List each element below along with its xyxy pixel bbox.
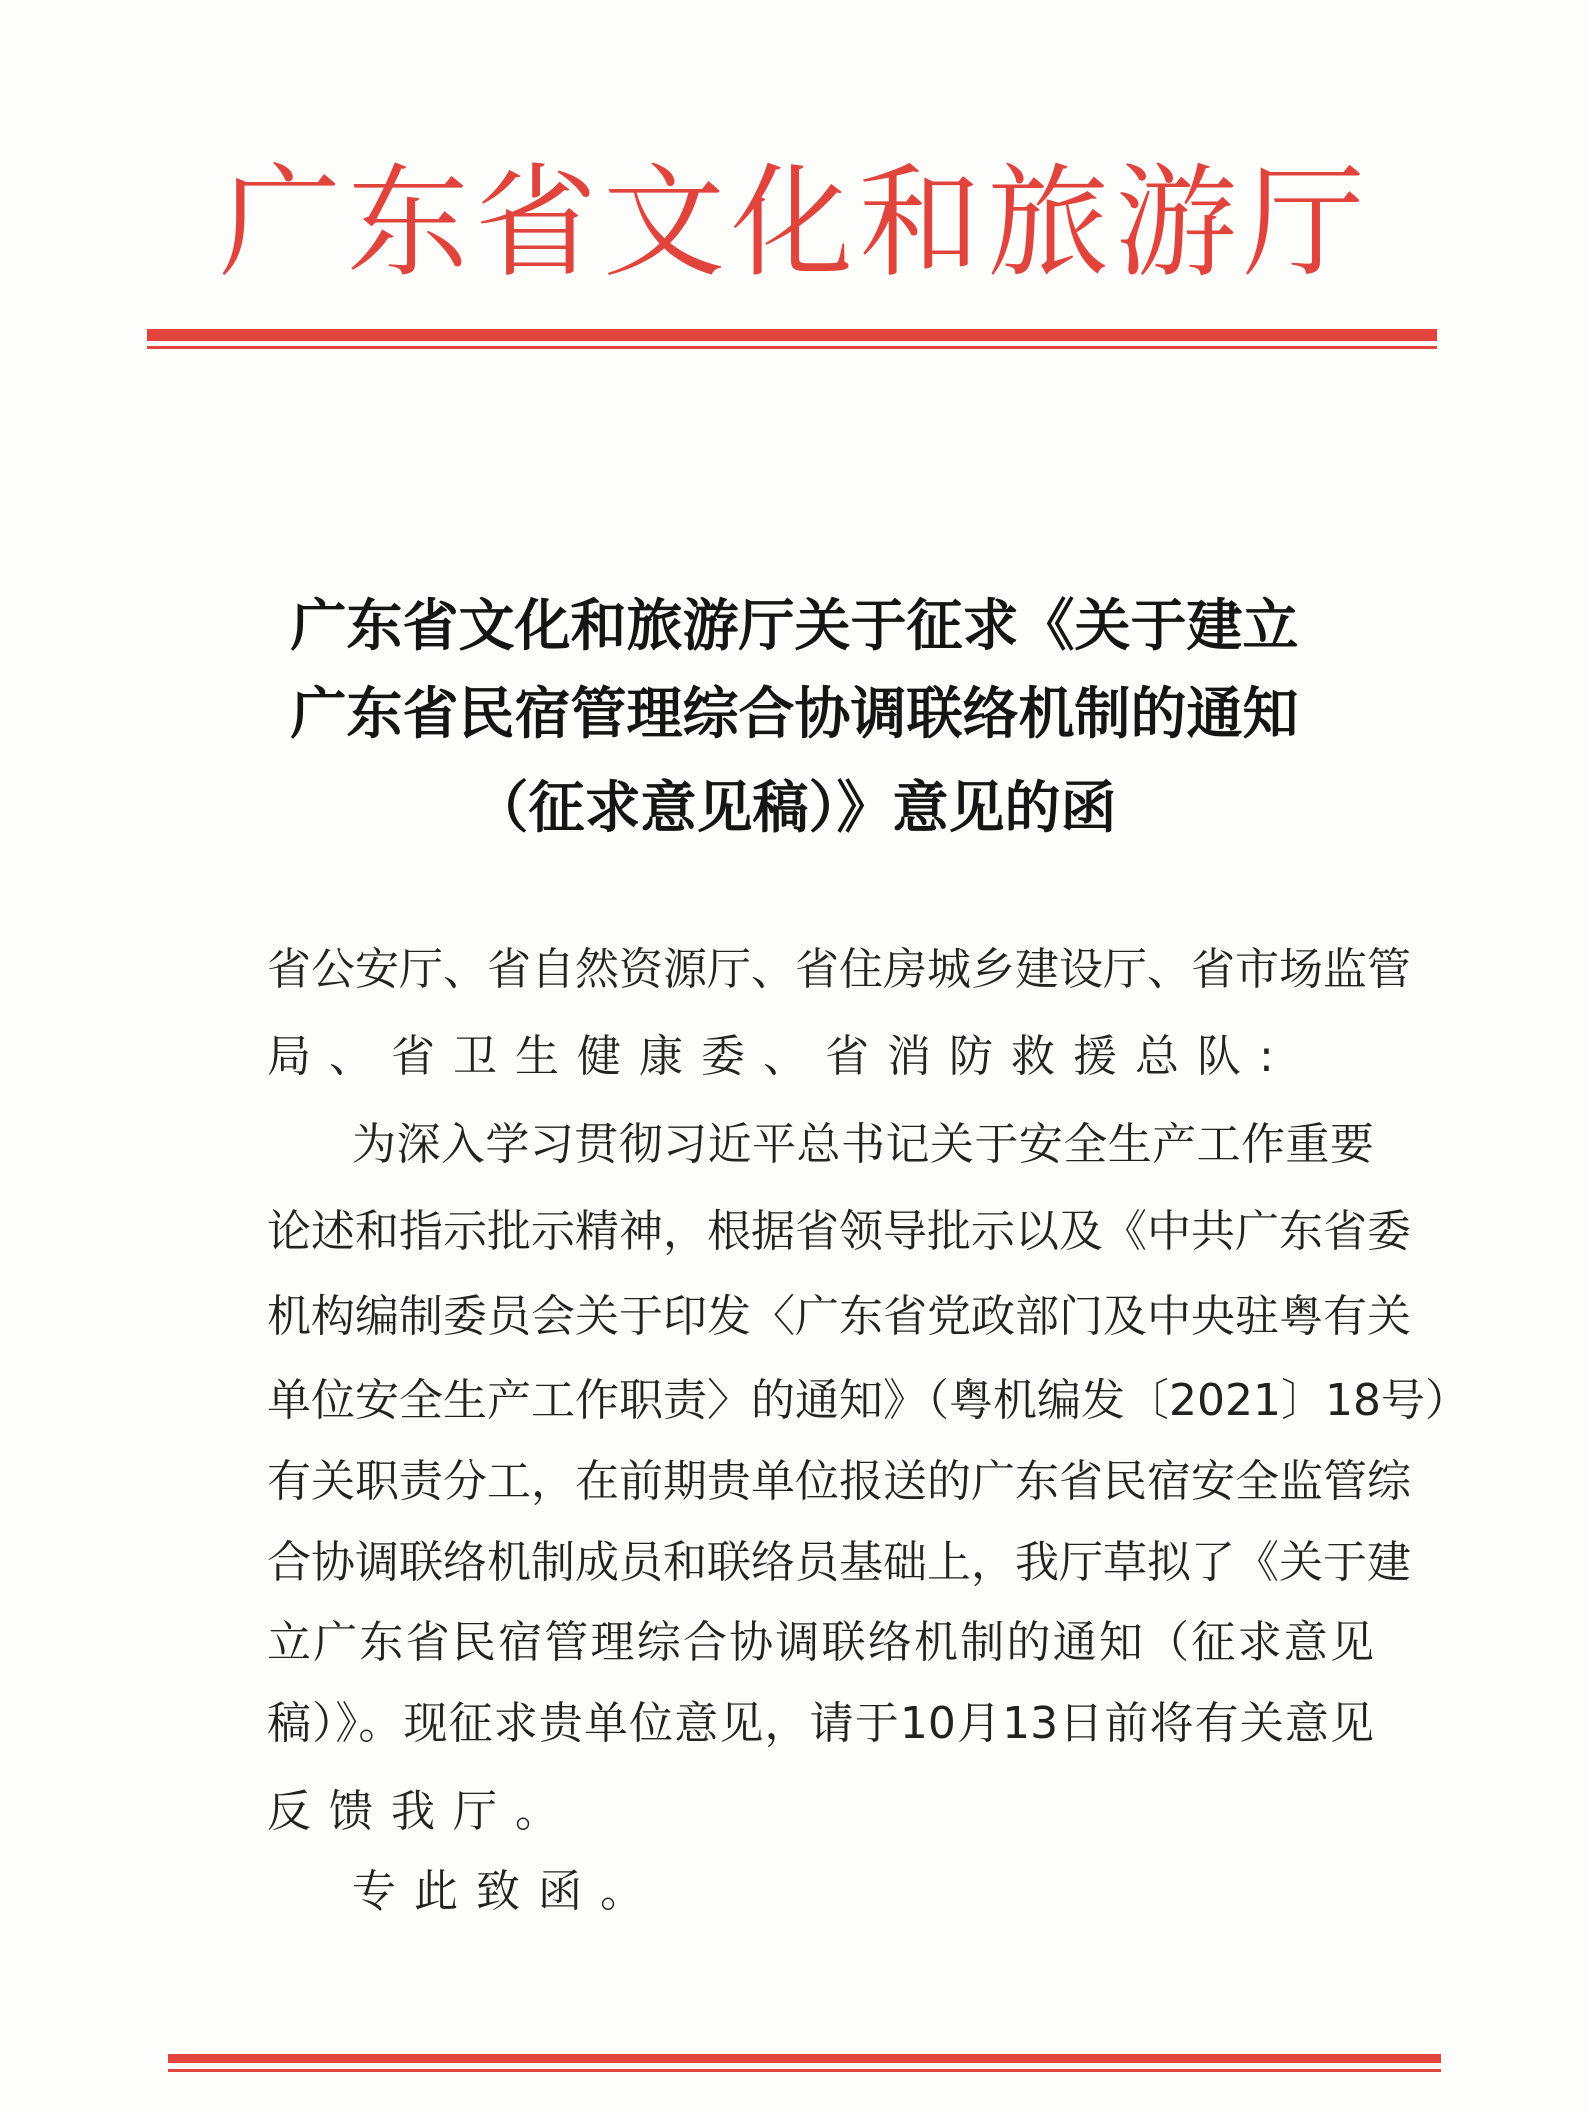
letterhead-rule-thick <box>147 329 1437 341</box>
body-paragraph-line: 为深入学习贯彻习近平总书记关于安全生产工作重要 <box>352 1119 1374 1170</box>
letterhead-rule-thin <box>147 346 1437 349</box>
body-paragraph-line: 机构编制委员会关于印发〈广东省党政部门及中央驻粤有关 <box>267 1291 1411 1342</box>
body-paragraph-line: 稿）》。现征求贵单位意见，请于10月13日前将有关意见 <box>267 1698 1374 1749</box>
body-paragraph-line: 立广东省民宿管理综合协调联络机制的通知（征求意见 <box>267 1617 1374 1668</box>
addressee-line: 局、省卫生健康委、省消防救援总队: <box>267 1031 1292 1082</box>
body-paragraph-line: 反馈我厅。 <box>267 1786 577 1837</box>
footer-rule-thick <box>168 2054 1441 2063</box>
closing-line: 专此致函。 <box>352 1866 662 1917</box>
body-paragraph-line: 论述和指示批示精神，根据省领导批示以及《中共广东省委 <box>267 1206 1411 1257</box>
body-paragraph-line: 合协调联络机制成员和联络员基础上，我厅草拟了《关于建 <box>267 1537 1411 1588</box>
document-title-line-2: 广东省民宿管理综合协调联络机制的通知 <box>290 681 1299 747</box>
letterhead-org-name: 广东省文化和旅游厅 <box>219 157 1371 292</box>
body-paragraph-line: 有关职责分工，在前期贵单位报送的广东省民宿安全监管综 <box>267 1456 1411 1507</box>
document-title-line-1: 广东省文化和旅游厅关于征求《关于建立 <box>290 593 1299 659</box>
addressee-line: 省公安厅、省自然资源厅、省住房城乡建设厅、省市场监管 <box>267 944 1411 995</box>
body-paragraph-line: 单位安全生产工作职责〉的通知》（粤机编发〔2021〕18号） <box>267 1375 1469 1426</box>
document-title-line-3: （征求意见稿）》意见的函 <box>472 775 1117 841</box>
footer-rule-thin <box>168 2069 1441 2072</box>
